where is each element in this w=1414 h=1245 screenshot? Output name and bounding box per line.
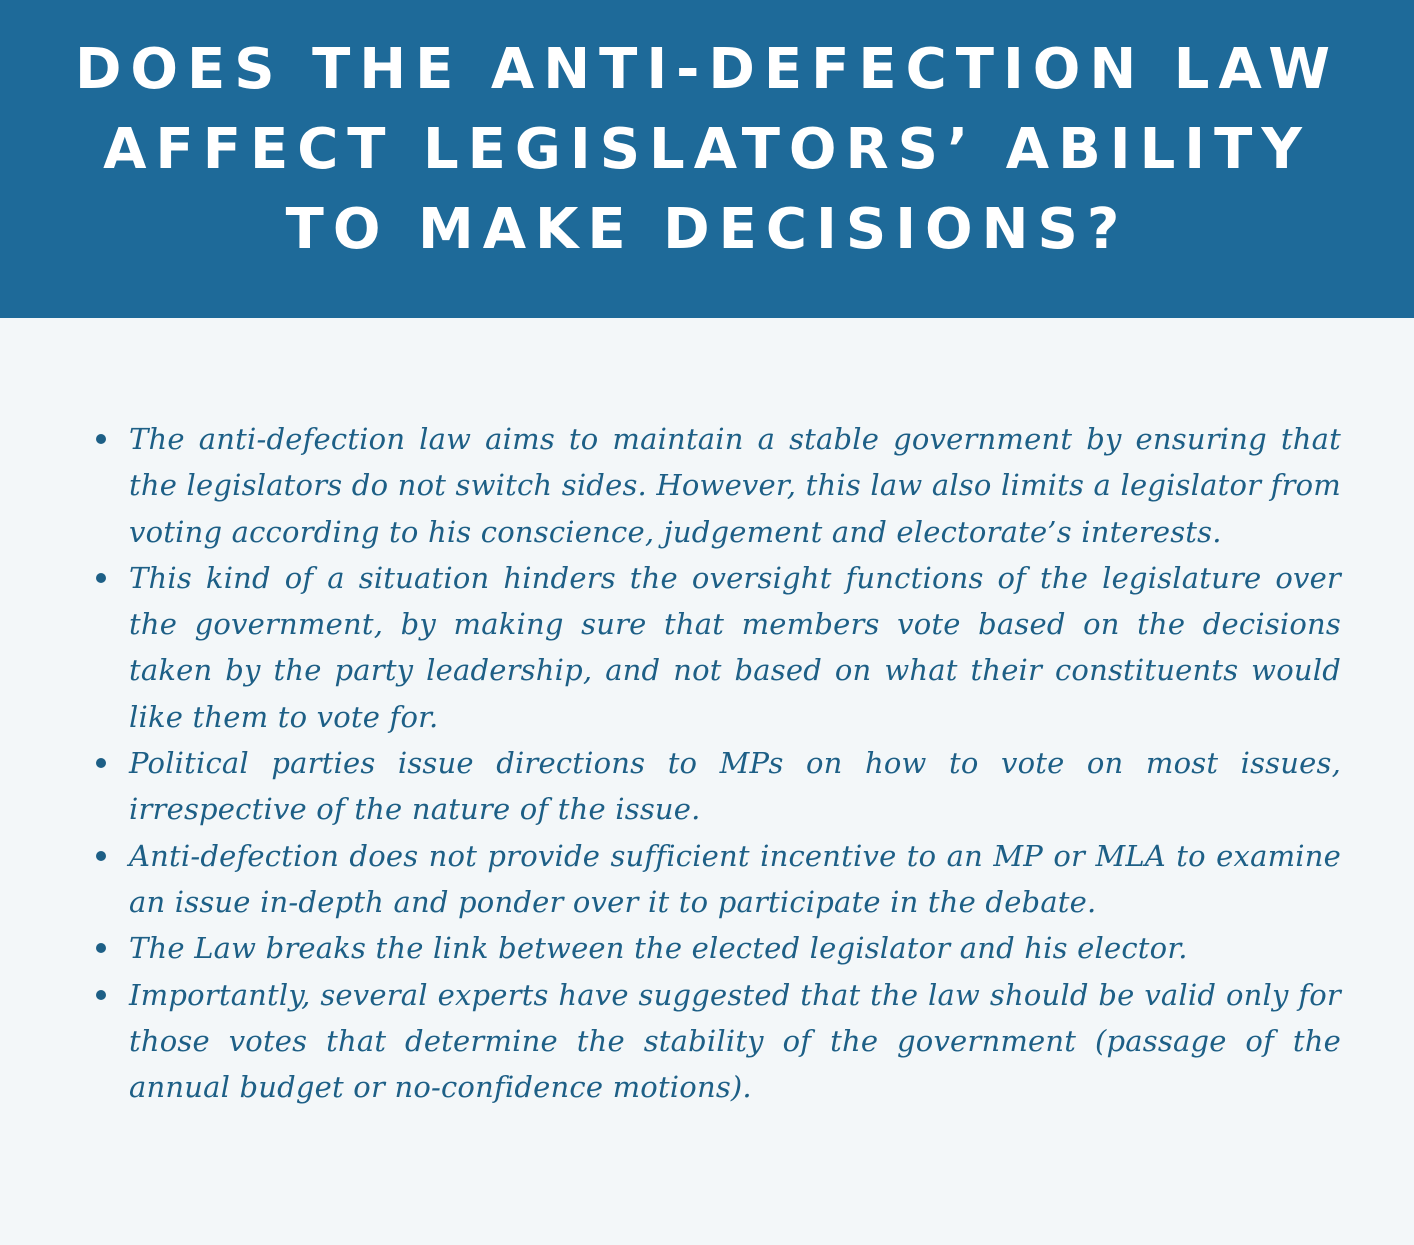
bullet-item-5: The Law breaks the link between the elected legislator and his elector. bbox=[129, 925, 1341, 971]
bullet-item-3: Political parties issue directions to MPs on how to vote on most issues, irrespective of the nature of the issue. bbox=[129, 740, 1341, 833]
content-area bbox=[0, 318, 1414, 1245]
bullet-item-6: Importantly, several experts have suggested that the law should be valid only for those votes that determine the stability of the government (passage of the annual budget or no-confidence motions). bbox=[129, 972, 1341, 1111]
header-banner bbox=[0, 0, 1414, 318]
bullet-item-2: This kind of a situation hinders the oversight functions of the legislature over the government, by making sure that members vote based on the decisions taken by the party leadership, and not based on what their constituents would like them to vote for. bbox=[129, 555, 1341, 740]
bullet-item-1: The anti-defection law aims to maintain a stable government by ensuring that the legislators do not switch sides. However, this law also limits a legislator from voting according to his conscience, judgement and electorate’s interests. bbox=[129, 416, 1341, 555]
page-title: DOES THE ANTI-DEFECTION LAW AFFECT LEGISLATORS’ ABILITY TO MAKE DECISIONS? bbox=[74, 37, 1340, 262]
bullet-list bbox=[129, 416, 1341, 1110]
bullet-item-4: Anti-defection does not provide sufficient incentive to an MP or MLA to examine an issue in-depth and ponder over it to participate in the debate. bbox=[129, 833, 1341, 926]
